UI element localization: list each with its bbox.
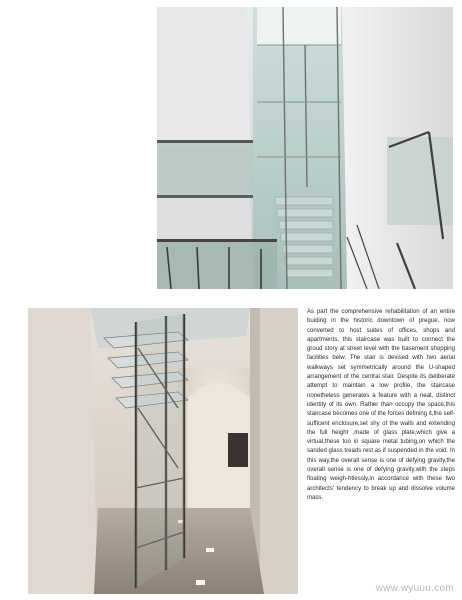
site-watermark: www.wyuuu.com (375, 583, 454, 594)
staircase-basement-photo (28, 308, 298, 594)
stairwell-image (157, 7, 453, 289)
article-body-text: As part the comprehensive rehabilitation of an entire buiding in the historic downtown of pregue, now converted to host suites of offices, shops and apartments, this staircase was built to connect the groud story at street level with the basement shopping facilities belw. The stair is devised with two aerial walkways set symmetrically around the U-shaped arrangement of the central stair. Despite its deliberate attempt to maintain a low profile, the staircase nonetheless generates a feature with a neat, distinct identity of its own. Rather than occupy the space,this staircase becomes one of the forces defining it,the self-sufficent enclosure,set shy of the walls and extending the full height ,made of glass plate,which give a virtual,these too in square metal tubing,on which the sanded glass treads rest as if suspended in the void. In this way,the overall sense is one of defying gravity,the overall sense is one of defying gravity,with the steps floating weigh-htlessly,in accordance with these two architects' tendency to break up and dissolve volume mass. (307, 309, 455, 501)
stairwell-upward-photo (157, 7, 453, 289)
basement-stair-image (28, 308, 298, 594)
